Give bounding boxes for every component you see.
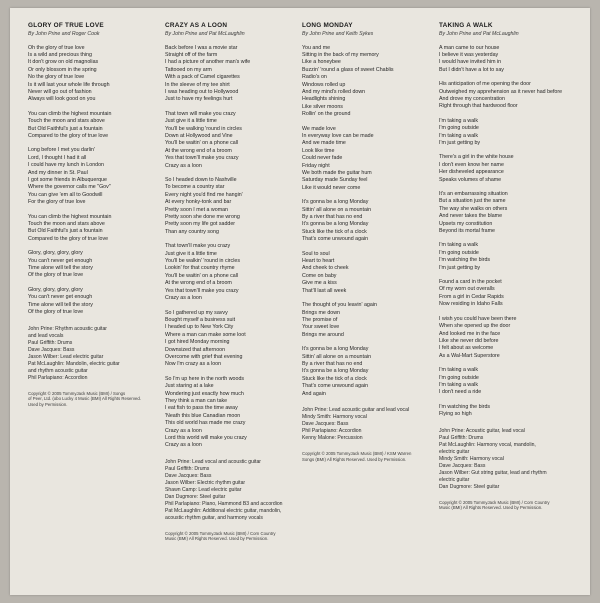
credit-line: and rhythm acoustic guitar — [28, 367, 88, 374]
stanza — [302, 302, 431, 339]
lyric-line: Headlights shining — [302, 96, 346, 103]
lyric-line: Pretty soon I met a woman — [165, 206, 229, 213]
song-credit: By John Prine and Pat McLaughlin — [165, 30, 245, 37]
lyric-line: Of my worn out overalls — [439, 286, 495, 293]
lyric-line: That'll last all week — [302, 287, 347, 294]
lyric-line: Time alone will tell the story — [28, 265, 93, 272]
credit-line: acoustic rhythm guitar, and harmony vocals — [165, 514, 263, 521]
copyright-notice — [439, 500, 568, 511]
copyright-line: Copyright © 2005 TommyJack Music (BMI) / KSM Warren — [302, 450, 412, 456]
copyright-line: Music (BMI) All Rights Reserved. Used by Permission. — [165, 536, 269, 542]
lyric-line: I'm taking a walk — [439, 381, 478, 388]
lyric-line: It's an embarrassing situation — [439, 191, 508, 197]
lyric-line: Like she never did before — [439, 337, 499, 344]
lyric-line: Lord, I thought I had it all — [28, 154, 87, 161]
stanza — [165, 243, 294, 302]
stanza — [28, 287, 157, 317]
copyright-notice — [28, 391, 157, 408]
stanza — [28, 250, 157, 280]
lyric-line: So I gathered up my savvy — [165, 309, 228, 316]
lyric-line: Her disheveled appearance — [439, 169, 504, 176]
lyric-line: A man came to our house — [439, 44, 500, 51]
stanza — [28, 214, 157, 244]
lyric-line: To become a country star — [165, 184, 225, 191]
stanza — [439, 404, 568, 419]
lyric-line: Beyond its mortal frame — [439, 228, 495, 235]
lyric-line: Sittin' all alone on a mountain — [302, 206, 372, 213]
copyright-line: Songs (BMI) All Rights Reserved. Used by Permission. — [302, 456, 407, 462]
lyric-line: That town will make you crazy — [165, 110, 236, 117]
lyric-line: Where a man can make some loot — [165, 331, 246, 338]
credit-line: John Prine: Acoustic guitar, lead vocal — [439, 427, 525, 434]
stanza — [302, 45, 431, 119]
song-column-1 — [28, 22, 165, 585]
credit-line: Dave Jacques: Bass — [439, 462, 486, 469]
copyright-notice — [165, 531, 294, 542]
lyric-line: When she opened up the door — [439, 323, 511, 330]
lyric-line: Where the governor calls me "Gov" — [28, 184, 111, 191]
credit-line: Shawn Camp: Lead electric guitar — [165, 486, 242, 493]
lyric-line: You can climb the highest mountain — [28, 110, 112, 117]
lyric-line: Like a honeybee — [302, 59, 341, 66]
credit-line: and lead vocals — [28, 332, 64, 339]
credit-line: Jason Wilber: Lead electric guitar — [28, 353, 104, 360]
lyric-line: 'Neath this blue Canadian moon — [165, 412, 241, 419]
lyric-line: You can't never get enough — [28, 257, 93, 264]
song-title: CRAZY AS A LOON — [165, 22, 228, 29]
lyric-line: Found a card in the pocket — [439, 279, 502, 286]
song-title: LONG MONDAY — [302, 22, 353, 29]
song-credit: By John Prine and Roger Cook — [28, 30, 100, 37]
lyric-line: I'm watching the birds — [439, 257, 491, 264]
credit-line: Paul Griffith: Drums — [165, 465, 210, 472]
lyric-line: And my mind's rolled down — [302, 88, 366, 95]
lyric-line: Rollin' on the ground — [302, 111, 351, 118]
lyric-line: You and me — [302, 44, 331, 51]
credit-line: Paul Griffith: Drums — [28, 339, 73, 346]
credit-line: Phil Parlapiano: Piano, Hammond B3 and accordion — [165, 500, 283, 507]
lyric-line: It's gonna be a long Monday — [302, 199, 369, 206]
lyric-line: Sitting in the back of my memory — [302, 51, 379, 58]
lyric-line: Your sweet love — [302, 324, 340, 331]
lyric-line: I would have invited him in — [439, 59, 502, 66]
lyric-line: Downsized that afternoon — [165, 346, 226, 353]
stanza — [28, 45, 157, 104]
lyric-line: I was heading out to Hollywood — [165, 88, 239, 95]
lyric-line: And drove my concentration — [439, 95, 505, 102]
lyric-line: Every night you'd find me hangin' — [165, 191, 243, 198]
lyric-line: I felt about as welcome — [439, 345, 494, 352]
lyric-line: You can give 'em all to Goodwill — [28, 191, 103, 198]
lyric-line: Brings me down — [302, 309, 340, 316]
credit-line: Pat McLaughlin: Additional electric guitar, mandolin, — [165, 507, 282, 514]
lyric-line: Now I'm crazy as a loon — [165, 361, 222, 368]
lyric-line: You'll be waitin' on a phone call — [165, 140, 239, 147]
lyric-line: Compared to the glory of true love — [28, 132, 109, 139]
lyric-line: Pretty soon my life got sadder — [165, 221, 236, 228]
lyric-line: The way she walks on others — [439, 205, 508, 212]
copyright-notice — [302, 451, 431, 462]
copyright-line: Copyright © 2005 TommyJack Music (BMI) / Corn Country — [165, 530, 276, 536]
lyrics-columns — [28, 22, 576, 585]
stanza — [302, 251, 431, 295]
lyric-line: I'm watching the birds — [439, 403, 491, 410]
lyric-line: Saturday made Sunday feel — [302, 177, 368, 184]
lyric-line: But I didn't have a lot to say — [439, 66, 504, 73]
stanza — [439, 81, 568, 111]
lyric-line: Pretty soon she done me wrong — [165, 214, 240, 221]
lyric-line: And looked me in the face — [439, 330, 501, 337]
lyric-line: I'm just getting by — [439, 264, 481, 271]
lyric-line: In the sleeve of my tee shirt — [165, 81, 230, 88]
copyright-line: Music (BMI) All Rights Reserved. Used by Permission. — [439, 505, 543, 511]
lyric-line: And again — [302, 390, 326, 397]
credit-line: John Prine: Lead vocal and acoustic guitar — [165, 458, 261, 465]
lyric-line: Buzzin' 'round a glass of sweet Chablis — [302, 66, 394, 73]
lyric-line: Yes that town'll make you crazy — [165, 155, 239, 162]
lyric-line: I headed up to New York City — [165, 324, 234, 331]
musician-credits — [439, 428, 568, 491]
copyright-line: Copyright © 2005 TommyJack Music (BMI) / Songs — [28, 390, 126, 396]
lyric-line: I'm taking a walk — [439, 367, 478, 374]
song-credit: By John Prine and Pat McLaughlin — [439, 30, 519, 37]
credit-line: Pat McLaughlin: Harmony vocal, mandolin, — [439, 441, 536, 448]
stanza — [439, 118, 568, 148]
lyric-line: Of the glory of true love — [28, 309, 84, 316]
lyric-line: Like silver moons — [302, 103, 343, 110]
lyric-line: Bought myself a business suit — [165, 316, 236, 323]
lyric-line: I wish you could have been there — [439, 315, 517, 322]
lyric-line: Look like time — [302, 147, 335, 154]
lyric-line: I don't even know her name — [439, 161, 504, 168]
lyric-line: By a river that has no end — [302, 360, 363, 367]
stanza — [439, 191, 568, 235]
lyric-line: Speaks volumes of shame — [439, 176, 502, 183]
lyric-line: I got hired Monday morning — [165, 339, 230, 346]
lyric-line: Now residing in Idaho Falls — [439, 301, 503, 308]
lyric-line: We both made the guitar hum — [302, 170, 372, 176]
lyric-line: Upsets my constitution — [439, 220, 493, 227]
lyric-line: You can climb the highest mountain — [28, 213, 112, 220]
lyric-line: It don't grow on old magnolias — [28, 59, 99, 66]
lyric-line: I eat fish to pass the time away — [165, 405, 238, 412]
stanza — [439, 154, 568, 184]
lyric-line: Time alone will tell the story — [28, 301, 93, 308]
lyric-line: And we made time — [302, 140, 346, 147]
lyric-line: And cheek to cheek — [302, 265, 349, 272]
musician-credits — [28, 326, 157, 382]
lyric-line: We made love — [302, 125, 336, 132]
lyric-line: In everyway love can be made — [302, 132, 374, 139]
lyric-line: I'm going outside — [439, 249, 479, 256]
musician-credits — [302, 407, 431, 442]
musician-credits — [165, 459, 294, 522]
lyric-line: But a situation just the same — [439, 198, 506, 205]
lyric-line: Crazy as a loon — [165, 442, 202, 449]
song-column-3 — [302, 22, 439, 585]
lyric-line: Glory, glory, glory, glory — [28, 286, 83, 293]
credit-line: Jason Wilber: Electric rhythm guitar — [165, 479, 246, 486]
booklet-page — [10, 8, 590, 595]
credit-line: Dan Dugmore: Steel guitar — [439, 483, 500, 490]
lyric-line: By a river that has no end — [302, 214, 363, 221]
lyric-line: Lord this world will make you crazy — [165, 435, 247, 441]
stanza — [165, 111, 294, 170]
lyric-line: Back before I was a movie star — [165, 44, 238, 51]
lyric-line: They think a man can take — [165, 397, 228, 404]
lyric-line: At the wrong end of a broom — [165, 280, 232, 287]
credit-line: John Prine: Rhythm acoustic guitar — [28, 325, 107, 332]
song-column-4 — [439, 22, 576, 585]
lyric-line: Radio's on — [302, 74, 327, 81]
credit-line: Mindy Smith: Harmony vocal — [302, 413, 367, 420]
lyric-line: I had a picture of another man's wife — [165, 59, 251, 66]
lyric-line: Sittin' all alone on a mountain — [302, 353, 372, 360]
song-column-2 — [165, 22, 302, 585]
lyric-line: Touch the moon and stars above — [28, 221, 105, 228]
lyric-line: Wondering just exactly how much — [165, 390, 244, 397]
stanza — [302, 199, 431, 243]
lyric-line: From a girl in Cedar Rapids — [439, 293, 504, 300]
lyric-line: Is a wild and precious thing — [28, 51, 92, 58]
lyric-line: Lookin' for that country rhyme — [165, 265, 235, 272]
lyric-line: Just give it a little time — [165, 250, 217, 257]
lyric-line: I could have my lunch in London — [28, 162, 104, 169]
lyrics-body — [165, 45, 294, 450]
lyric-line: Touch the moon and stars above — [28, 118, 105, 125]
lyric-line: Windows rolled up — [302, 81, 346, 88]
lyric-line: Could never fade — [302, 155, 343, 162]
stanza — [439, 45, 568, 75]
lyric-line: And never takes the blame — [439, 213, 503, 220]
stanza — [439, 279, 568, 309]
lyric-line: Of the glory of true love — [28, 272, 84, 279]
lyric-line: With a pack of Camel cigarettes — [165, 74, 240, 81]
lyric-line: Give me a kiss — [302, 280, 337, 287]
stanza — [439, 316, 568, 360]
lyric-line: Soul to soul — [302, 250, 330, 257]
lyric-line: I'm going outside — [439, 125, 479, 132]
lyric-line: Oh the glory of true love — [28, 44, 85, 51]
lyric-line: For the glory of true love — [28, 199, 86, 206]
stanza — [165, 45, 294, 104]
lyric-line: As a Wal-Mart Superstore — [439, 352, 500, 359]
lyric-line: Outweighed my apprehension as it never had before — [439, 88, 563, 95]
credit-line: John Prine: Lead acoustic guitar and lead vocal — [302, 406, 410, 413]
lyric-line: Never will go out of fashion — [28, 88, 92, 95]
lyric-line: I got some friends in Albuquerque — [28, 177, 107, 183]
lyric-line: I don't need a ride — [439, 389, 482, 396]
credit-line: Phil Parlapiano: Accordion — [28, 374, 88, 381]
lyric-line: Glory, glory, glory, glory — [28, 250, 83, 257]
lyric-line: Always will look good on you — [28, 96, 96, 103]
lyric-line: Compared to the glory of true love — [28, 235, 109, 242]
lyric-line: Than any country song — [165, 228, 219, 235]
copyright-line: of Peer, Ltd. (obo Lucky 4 Music (BMI) All Rights Reserved. — [28, 396, 141, 402]
lyric-line: Straight off of the farm — [165, 51, 218, 58]
lyric-line: Just give it a little time — [165, 118, 217, 125]
lyric-line: So I'm up here in the north woods — [165, 375, 245, 382]
credit-line: electric guitar — [439, 476, 470, 483]
lyric-line: The promise of — [302, 316, 338, 323]
lyric-line: Friday night — [302, 162, 330, 169]
song-title: TAKING A WALK — [439, 22, 493, 29]
lyrics-body — [28, 45, 157, 317]
lyric-line: There's a girl in the white house — [439, 154, 514, 161]
lyric-line: That's come unwound again — [302, 383, 369, 390]
stanza — [165, 376, 294, 450]
lyric-line: I'm taking a walk — [439, 117, 478, 124]
lyric-line: Yes that town'll make you crazy — [165, 287, 239, 294]
lyric-line: You'll be walkin' 'round in circles — [165, 258, 240, 265]
lyric-line: Crazy as a loon — [165, 162, 202, 169]
lyric-line: Heart to heart — [302, 258, 335, 265]
lyric-line: You can't never get enough — [28, 294, 93, 301]
lyric-line: It's gonna be a long Monday — [302, 346, 369, 353]
lyric-line: Overcome with grief that evening — [165, 353, 243, 360]
lyric-line: Stuck like the tick of a clock — [302, 375, 367, 382]
lyric-line: But Old Faithful's just a fountain — [28, 228, 103, 235]
stanza — [439, 367, 568, 397]
credit-line: Pat McLaughlin: Mandolin, electric guitar — [28, 360, 120, 367]
lyric-line: Come on baby — [302, 272, 337, 279]
lyric-line: Or only blossom in the spring — [28, 66, 97, 73]
credit-line: Dan Dugmore: Steel guitar — [165, 493, 226, 500]
lyric-line: Just to have my feelings hurt — [165, 96, 233, 103]
lyric-line: It's gonna be a long Monday — [302, 221, 369, 228]
lyrics-body — [302, 45, 431, 398]
copyright-line: Used by Permission. — [28, 401, 68, 407]
credit-line: Jason Wilber: Gut string guitar, lead and rhythm — [439, 469, 547, 476]
lyric-line: That's come unwound again — [302, 236, 369, 243]
stanza — [28, 111, 157, 141]
lyric-line: The thought of you leavin' again — [302, 302, 377, 309]
lyric-line: And my dinner in St. Paul — [28, 169, 88, 176]
lyric-line: This old world has made me crazy — [165, 420, 246, 427]
lyric-line: You'll be walking 'round in circles — [165, 125, 242, 132]
stanza — [439, 242, 568, 272]
song-title: GLORY OF TRUE LOVE — [28, 22, 104, 29]
lyric-line: You'll be waitin' on a phone call — [165, 272, 239, 279]
lyric-line: That town'll make you crazy — [165, 243, 231, 250]
lyric-line: No the glory of true love — [28, 74, 85, 81]
credit-line: Kenny Malone: Percussion — [302, 434, 363, 441]
lyric-line: Crazy as a loon — [165, 295, 202, 302]
credit-line: Dave Jacques: Bass — [302, 420, 349, 427]
credit-line: electric guitar — [439, 448, 470, 455]
credit-line: Paul Griffith: Drums — [439, 434, 484, 441]
lyric-line: Brings me around — [302, 331, 344, 338]
lyric-line: Flying so high — [439, 411, 472, 418]
lyric-line: So I headed down to Nashville — [165, 177, 237, 183]
lyric-line: Is it will last your whole life through — [28, 81, 110, 88]
lyric-line: Tattooed on my arm — [165, 66, 212, 73]
credit-line: Phil Parlapiano: Accordion — [302, 427, 362, 434]
lyric-line: But Old Faithful's just a fountain — [28, 125, 103, 132]
lyric-line: Just staring at a lake — [165, 383, 214, 390]
lyric-line: Stuck like the tick of a clock — [302, 228, 367, 235]
credit-line: Mindy Smith: Harmony vocal — [439, 455, 504, 462]
copyright-line: Copyright © 2005 TommyJack Music (BMI) / Corn Country — [439, 499, 550, 505]
stanza — [28, 147, 157, 206]
stanza — [165, 310, 294, 369]
lyric-line: At every honky-tonk and bar — [165, 199, 232, 206]
lyric-line: Long before I met you darlin' — [28, 147, 95, 154]
lyric-line: I'm just getting by — [439, 139, 481, 146]
lyric-line: At the wrong end of a broom — [165, 147, 232, 154]
lyric-line: Crazy as a loon — [165, 427, 202, 434]
lyric-line: I'm taking a walk — [439, 132, 478, 139]
lyric-line: I'm going outside — [439, 374, 479, 381]
lyric-line: It's gonna be a long Monday — [302, 368, 369, 375]
lyric-line: Right through that hardwood floor — [439, 103, 518, 110]
credit-line: Dave Jacques: Bass — [165, 472, 212, 479]
song-credit: By John Prine and Keith Sykes — [302, 30, 374, 37]
lyric-line: Like it would never come — [302, 184, 361, 191]
lyric-line: I'm taking a walk — [439, 242, 478, 249]
lyric-line: I believe it was yesterday — [439, 51, 499, 58]
stanza — [302, 346, 431, 398]
lyrics-body — [439, 45, 568, 419]
stanza — [165, 177, 294, 236]
lyric-line: Down at Hollywood and Vine — [165, 132, 233, 139]
lyric-line: His anticipation of me opening the door — [439, 81, 531, 88]
stanza — [302, 126, 431, 193]
credit-line: Dave Jacques: Bass — [28, 346, 75, 353]
